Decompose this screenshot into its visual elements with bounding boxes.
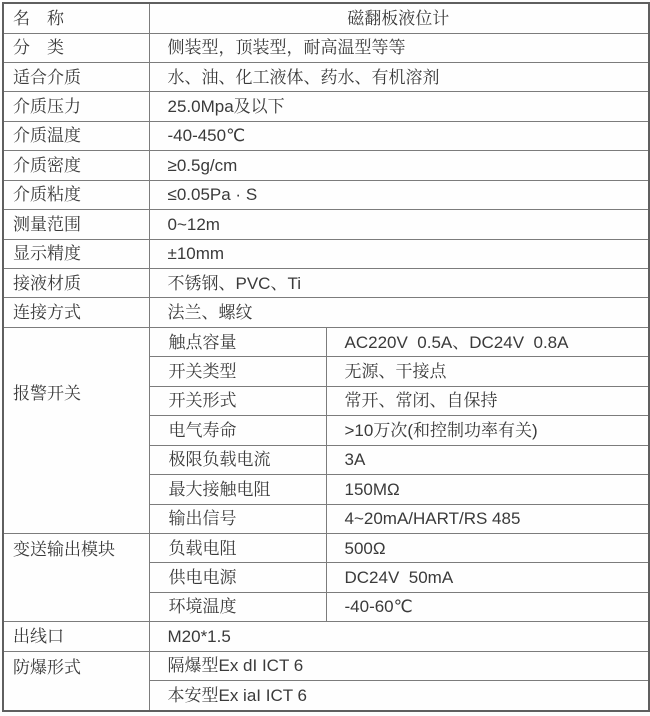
sub-value: -40-60℃ [326, 592, 649, 621]
spec-row [3, 210, 649, 239]
spec-sub-row [3, 651, 649, 680]
spec-table [2, 2, 650, 712]
row-value: 法兰、螺纹 [149, 298, 649, 327]
sub-value: >10万次(和控制功率有关) [326, 416, 649, 445]
sub-value: 3A [326, 445, 649, 474]
row-value: M20*1.5 [149, 622, 649, 651]
row-label: 名 称 [3, 3, 149, 33]
spec-row [3, 239, 649, 268]
group-value: 本安型Ex iaI ICT 6 [149, 681, 649, 711]
row-label: 适合介质 [3, 62, 149, 91]
row-value: 磁翻板液位计 [149, 3, 649, 33]
row-value: 水、油、化工液体、药水、有机溶剂 [149, 62, 649, 91]
sub-value: 150MΩ [326, 475, 649, 504]
row-label: 分 类 [3, 33, 149, 62]
spec-row [3, 151, 649, 180]
group-label: 报警开关 [3, 327, 149, 533]
row-value: ≥0.5g/cm [149, 151, 649, 180]
sub-value: 常开、常闭、自保持 [326, 386, 649, 415]
sub-value: DC24V 50mA [326, 563, 649, 592]
group-value: 隔爆型Ex dI ICT 6 [149, 651, 649, 680]
row-label: 出线口 [3, 622, 149, 651]
group-label: 变送输出模块 [3, 533, 149, 621]
sub-label: 供电电源 [149, 563, 326, 592]
row-label: 介质粘度 [3, 180, 149, 209]
spec-row [3, 3, 649, 33]
sub-label: 环境温度 [149, 592, 326, 621]
spec-row [3, 121, 649, 150]
sub-value: 无源、干接点 [326, 357, 649, 386]
sub-label: 输出信号 [149, 504, 326, 533]
sub-label: 开关形式 [149, 386, 326, 415]
sub-label: 电气寿命 [149, 416, 326, 445]
row-label: 显示精度 [3, 239, 149, 268]
row-value: 0~12m [149, 210, 649, 239]
row-label: 介质压力 [3, 92, 149, 121]
row-label: 介质密度 [3, 151, 149, 180]
sub-label: 负载电阻 [149, 533, 326, 562]
row-value: ±10mm [149, 239, 649, 268]
sub-value: 500Ω [326, 533, 649, 562]
row-label: 连接方式 [3, 298, 149, 327]
spec-sub-row [3, 533, 649, 562]
row-value: ≤0.05Pa · S [149, 180, 649, 209]
sub-value: 4~20mA/HART/RS 485 [326, 504, 649, 533]
spec-sub-row [3, 327, 649, 356]
sub-label: 极限负载电流 [149, 445, 326, 474]
sub-label: 开关类型 [149, 357, 326, 386]
spec-row [3, 298, 649, 327]
spec-row [3, 33, 649, 62]
group-label: 防爆形式 [3, 651, 149, 711]
row-value: 25.0Mpa及以下 [149, 92, 649, 121]
row-value: -40-450℃ [149, 121, 649, 150]
spec-row [3, 180, 649, 209]
row-label: 介质温度 [3, 121, 149, 150]
spec-table-body [3, 3, 649, 711]
spec-row [3, 92, 649, 121]
sub-label: 最大接触电阻 [149, 475, 326, 504]
row-value: 不锈钢、PVC、Ti [149, 269, 649, 298]
sub-value: AC220V 0.5A、DC24V 0.8A [326, 327, 649, 356]
row-label: 测量范围 [3, 210, 149, 239]
spec-row [3, 269, 649, 298]
spec-row [3, 62, 649, 91]
spec-row [3, 622, 649, 651]
row-label: 接液材质 [3, 269, 149, 298]
row-value: 侧装型，顶装型，耐高温型等等 [149, 33, 649, 62]
sub-label: 触点容量 [149, 327, 326, 356]
